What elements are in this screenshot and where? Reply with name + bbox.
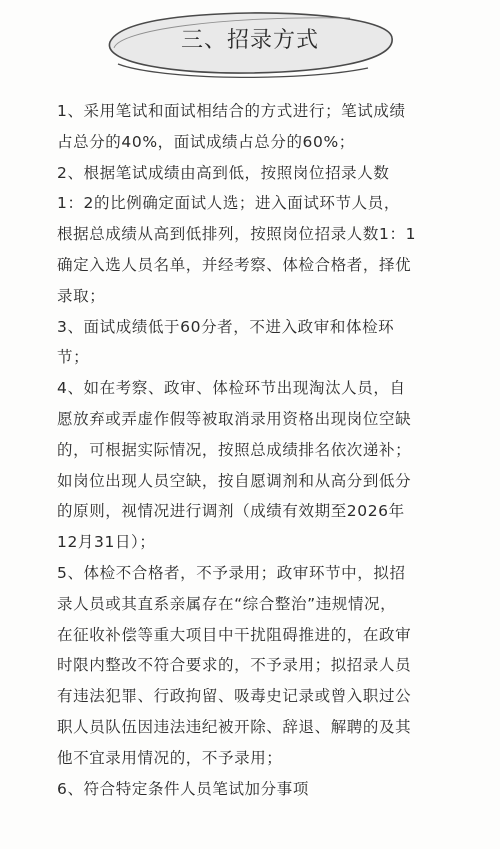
text-line: 确定入选人员名单，并经考察、体检合格者，择优 [57,255,412,274]
text-line: 1：2的比例确定面试人选；进入面试环节人员， [57,194,400,213]
text-line: 职人员队伍因违法违纪被开除、辞退、解聘的及其 [57,717,412,736]
text-line: 节； [57,348,90,367]
section-title: 三、招录方式 [180,28,319,53]
text-line: 3、面试成绩低于60分者，不进入政审和体检环 [57,317,395,336]
text-line: 12月31日）； [57,533,156,552]
text-line: 如岗位出现人员空缺，按自愿调剂和从高分到低分 [57,471,412,490]
text-line: 5、体检不合格者，不予录用；政审环节中，拟招 [57,563,406,582]
text-line: 6、符合特定条件人员笔试加分事项 [57,779,309,798]
text-line: 录人员或其直系亲属存在“综合整治”违规情况， [57,594,397,613]
text-line: 的，可根据实际情况，按照总成绩排名依次递补； [57,440,412,459]
text-line: 他不宜录用情况的，不予录用； [57,748,283,767]
text-line: 时限内整改不符合要求的，不予录用；拟招录人员 [57,656,412,675]
text-line: 1、采用笔试和面试相结合的方式进行；笔试成绩 [57,102,406,120]
text-line: 2、根据笔试成绩由高到低，按照岗位招录人数 [57,163,390,182]
text-line: 的原则，视情况进行调剂（成绩有效期至2026年 [57,502,405,521]
text-line: 根据总成绩从高到低排列，按照岗位招录人数1：1 [57,225,417,244]
section-title-badge [100,8,400,82]
text-line: 在征收补偿等重大项目中干扰阻碍推进的，在政审 [57,625,412,644]
text-line: 录取； [57,286,106,305]
text-line: 占总分的40%，面试成绩占总分的60%； [57,132,355,151]
text-line: 有违法犯罪、行政拘留、吸毒史记录或曾入职过公 [57,687,412,706]
recruitment-method-text [57,96,457,804]
text-line: 愿放弃或弄虚作假等被取消录用资格出现岗位空缺 [57,409,412,428]
text-line: 4、如在考察、政审、体检环节出现淘汰人员，自 [57,379,406,398]
